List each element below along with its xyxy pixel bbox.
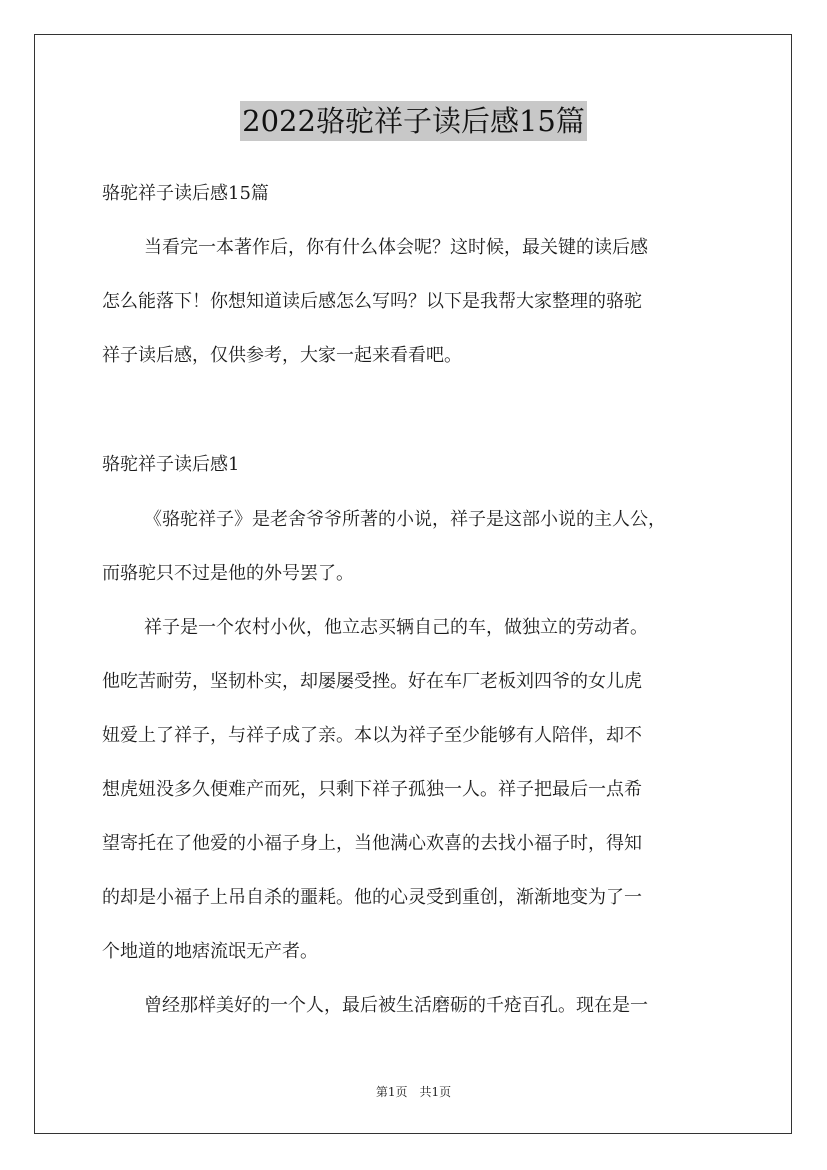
body-line-6: 想虎妞没多久便难产而死，只剩下祥子孤独一人。祥子把最后一点希 bbox=[102, 779, 642, 800]
document-subtitle: 骆驼祥子读后感15篇 bbox=[102, 183, 269, 204]
body-line-9: 个地道的地痞流氓无产者。 bbox=[102, 941, 318, 962]
page-number: 第1页 bbox=[375, 1085, 408, 1099]
intro-line-3: 祥子读后感，仅供参考，大家一起来看看吧。 bbox=[102, 345, 462, 366]
body-line-4: 他吃苦耐劳，坚韧朴实，却屡屡受挫。好在车厂老板刘四爷的女儿虎 bbox=[102, 671, 642, 692]
body-line-10: 曾经那样美好的一个人，最后被生活磨砺的千疮百孔。现在是一 bbox=[144, 995, 648, 1016]
title-container bbox=[0, 101, 827, 141]
body-line-1: 《骆驼祥子》是老舍爷爷所著的小说，祥子是这部小说的主人公， bbox=[144, 509, 666, 530]
page-footer bbox=[0, 1084, 827, 1100]
body-line-7: 望寄托在了他爱的小福子身上，当他满心欢喜的去找小福子时，得知 bbox=[102, 833, 642, 854]
intro-line-1: 当看完一本著作后，你有什么体会呢？这时候，最关键的读后感 bbox=[144, 237, 648, 258]
body-line-3: 祥子是一个农村小伙，他立志买辆自己的车，做独立的劳动者。 bbox=[144, 617, 648, 638]
page-total: 共1页 bbox=[419, 1085, 452, 1099]
body-line-5: 妞爱上了祥子，与祥子成了亲。本以为祥子至少能够有人陪伴，却不 bbox=[102, 725, 642, 746]
document-title: 2022骆驼祥子读后感15篇 bbox=[240, 101, 587, 141]
body-line-8: 的却是小福子上吊自杀的噩耗。他的心灵受到重创，渐渐地变为了一 bbox=[102, 887, 642, 908]
intro-line-2: 怎么能落下！你想知道读后感怎么写吗？以下是我帮大家整理的骆驼 bbox=[102, 291, 642, 312]
section-heading: 骆驼祥子读后感1 bbox=[102, 454, 240, 475]
body-line-2: 而骆驼只不过是他的外号罢了。 bbox=[102, 563, 354, 584]
